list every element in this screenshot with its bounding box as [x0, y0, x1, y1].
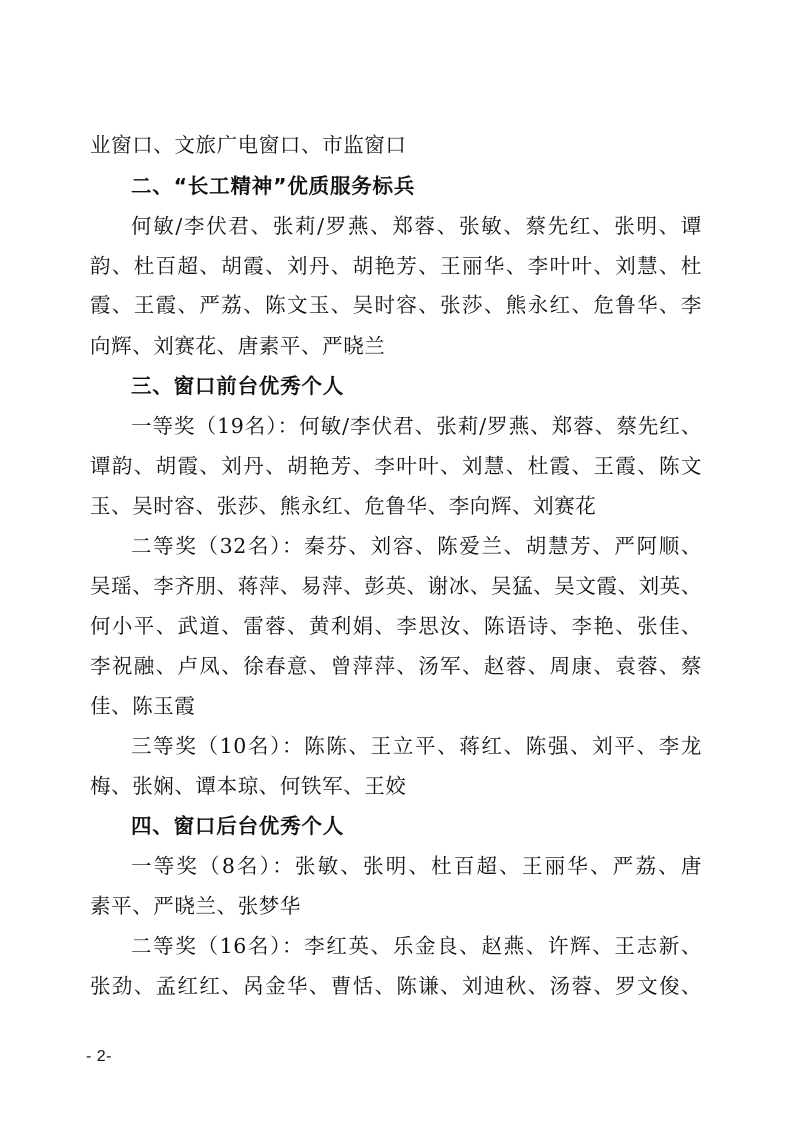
text-line: 业窗口、文旅广电窗口、市监窗口 [90, 133, 407, 157]
text-line: 何小平、武道、雷蓉、黄利娟、李思汝、陈语诗、李艳、张佳、 [90, 614, 702, 638]
text-line: 谭韵、胡霞、刘丹、胡艳芳、李叶叶、刘慧、杜霞、王霞、陈文 [90, 454, 702, 478]
text-line: 佳、陈玉霞 [90, 694, 196, 718]
section-heading: 三、窗口前台优秀个人 [131, 374, 344, 398]
text-line: 向辉、刘赛花、唐素平、严晓兰 [90, 334, 386, 358]
page-number: - 2- [86, 1048, 112, 1065]
text-line: 三等奖（10名）：陈陈、王立平、蒋红、陈强、刘平、李龙 [131, 734, 702, 758]
section-heading: 二、“长工精神”优质服务标兵 [131, 174, 416, 198]
text-line: 一等奖（19名）：何敏/李伏君、张莉/罗燕、郑蓉、蔡先红、 [131, 414, 702, 438]
text-line: 二等奖（16名）：李红英、乐金良、赵燕、许辉、王志新、 [131, 934, 702, 958]
text-line: 霞、王霞、严荔、陈文玉、吴时容、张莎、熊永红、危鲁华、李 [90, 293, 702, 317]
text-line: 何敏/李伏君、张莉/罗燕、郑蓉、张敏、蔡先红、张明、谭 [131, 214, 702, 238]
text-line: 吴瑶、李齐朋、蒋萍、易萍、彭英、谢冰、吴猛、吴文霞、刘英、 [90, 574, 702, 598]
section-heading: 四、窗口后台优秀个人 [131, 814, 344, 838]
text-line: 韵、杜百超、胡霞、刘丹、胡艳芳、王丽华、李叶叶、刘慧、杜 [90, 254, 702, 278]
text-line: 李祝融、卢凤、徐春意、曾萍萍、汤军、赵蓉、周康、袁蓉、蔡 [90, 654, 702, 678]
text-line: 二等奖（32名）：秦芬、刘容、陈爱兰、胡慧芳、严阿顺、 [131, 534, 702, 558]
text-line: 一等奖（8名）：张敏、张明、杜百超、王丽华、严荔、唐 [131, 854, 702, 878]
text-line: 张劲、孟红红、呙金华、曹恬、陈谦、刘迪秋、汤蓉、罗文俊、 [90, 974, 702, 998]
text-line: 素平、严晓兰、张梦华 [90, 894, 301, 918]
text-line: 玉、吴时容、张莎、熊永红、危鲁华、李向辉、刘赛花 [90, 494, 597, 518]
text-line: 梅、张娴、谭本琼、何铁军、王姣 [90, 774, 407, 798]
